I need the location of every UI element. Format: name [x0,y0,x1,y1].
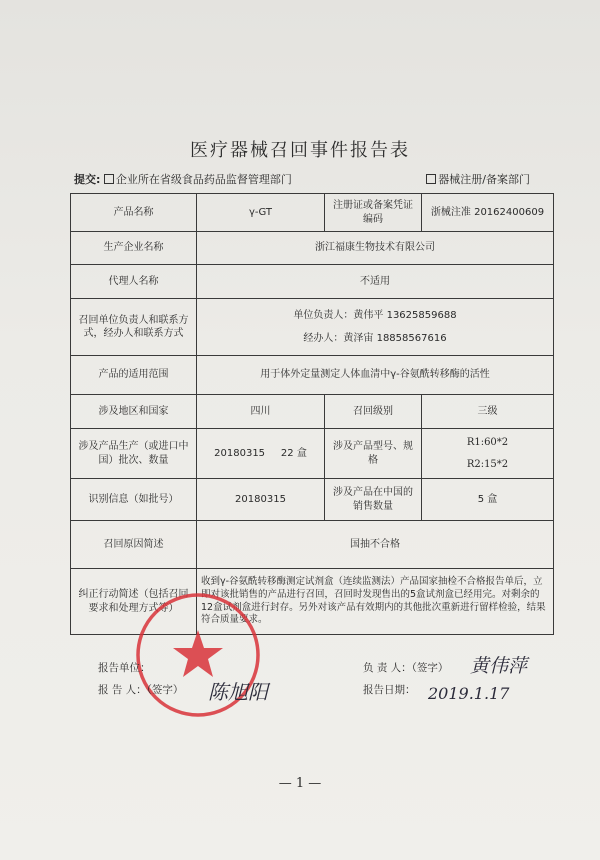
reporter-label: 报 告 人：（签字） [98,684,184,696]
date-label: 报告日期： [363,684,416,696]
cell-value: γ-GT [197,194,325,232]
contact-line-1: 单位负责人：黄伟平 13625859688 [293,309,457,321]
cell-label: 召回原因简述 [71,521,197,569]
cell-label: 产品名称 [71,194,197,232]
cell-value [422,429,554,479]
page-title: 医疗器械召回事件报告表 [190,140,410,161]
cell-label: 涉及产品在中国的销售数量 [325,479,422,521]
cell-label: 召回级别 [325,395,422,429]
cell-value: 20180315 22 盒 [197,429,325,479]
table-row [71,356,554,395]
table-row [71,299,554,356]
page-number: — 1 — [278,776,322,791]
cell-label: 代理人名称 [71,265,197,299]
responsible-label: 负 责 人：（签字） [363,662,449,674]
report-date: 2019.1.17 [428,684,510,703]
submit-option-provincial: 企业所在省级食品药品监督管理部门 [115,173,292,186]
table-row [71,429,554,479]
cell-label: 纠正行动简述（包括召回要求和处理方式等） [71,569,197,635]
cell-label: 生产企业名称 [71,232,197,265]
cell-value: 20180315 [197,479,325,521]
table-row [71,265,554,299]
cell-label: 注册证或备案凭证编码 [325,194,422,232]
responsible-signature: 黄伟萍 [470,655,528,677]
model-line-2: R2:15*2 [466,458,509,470]
checkbox-provincial[interactable] [104,174,114,184]
model-line-1: R1:60*2 [466,437,509,448]
cell-value: 国抽不合格 [197,521,554,569]
cell-label: 产品的适用范围 [71,356,197,395]
cell-value: 三级 [422,395,554,429]
cell-label: 召回单位负责人和联系方式，经办人和联系方式 [71,299,197,356]
submit-label: 提交: [74,173,101,186]
table-row [71,521,554,569]
reporter-signature: 陈旭阳 [208,680,268,704]
cell-value: 浙械注准 20162400609 [422,194,554,232]
cell-value: 不适用 [197,265,554,299]
submit-line [74,171,530,187]
cell-value: 浙江福康生物技术有限公司 [197,232,554,265]
contact-line-2: 经办人：黄泽宙 18858567616 [303,333,447,344]
table-row [71,479,554,521]
report-table [70,193,554,635]
table-row [71,232,554,265]
seal-star-icon [173,630,223,677]
table-row [71,395,554,429]
cell-label: 涉及地区和国家 [71,395,197,429]
cell-label: 涉及产品生产（或进口中国）批次、数量 [71,429,197,479]
cell-value: 5 盒 [422,479,554,521]
submit-left [74,171,292,187]
cell-label: 涉及产品型号、规格 [325,429,422,479]
cell-value: 四川 [197,395,325,429]
submit-option-registration: 器械注册/备案部门 [438,173,530,186]
cell-value [197,299,554,356]
cell-value: 收到γ-谷氨酰转移酶测定试剂盒（连续监测法）产品国家抽检不合格报告单后，立即对该批销售的产品进行召回，召回时发现售出的5盒试剂盒已经用完。对剩余的12盒试剂盒进行封存。另外对该产品有效期内的其他批次重新进行留样检验，结果符合质量要求。 [197,569,554,635]
table-row [71,194,554,232]
cell-label: 识别信息（如批号） [71,479,197,521]
checkbox-registration[interactable] [426,174,436,184]
report-unit-label: 报告单位： [98,662,151,674]
submit-right [426,171,530,187]
cell-value: 用于体外定量测定人体血清中γ-谷氨酰转移酶的活性 [197,356,554,395]
